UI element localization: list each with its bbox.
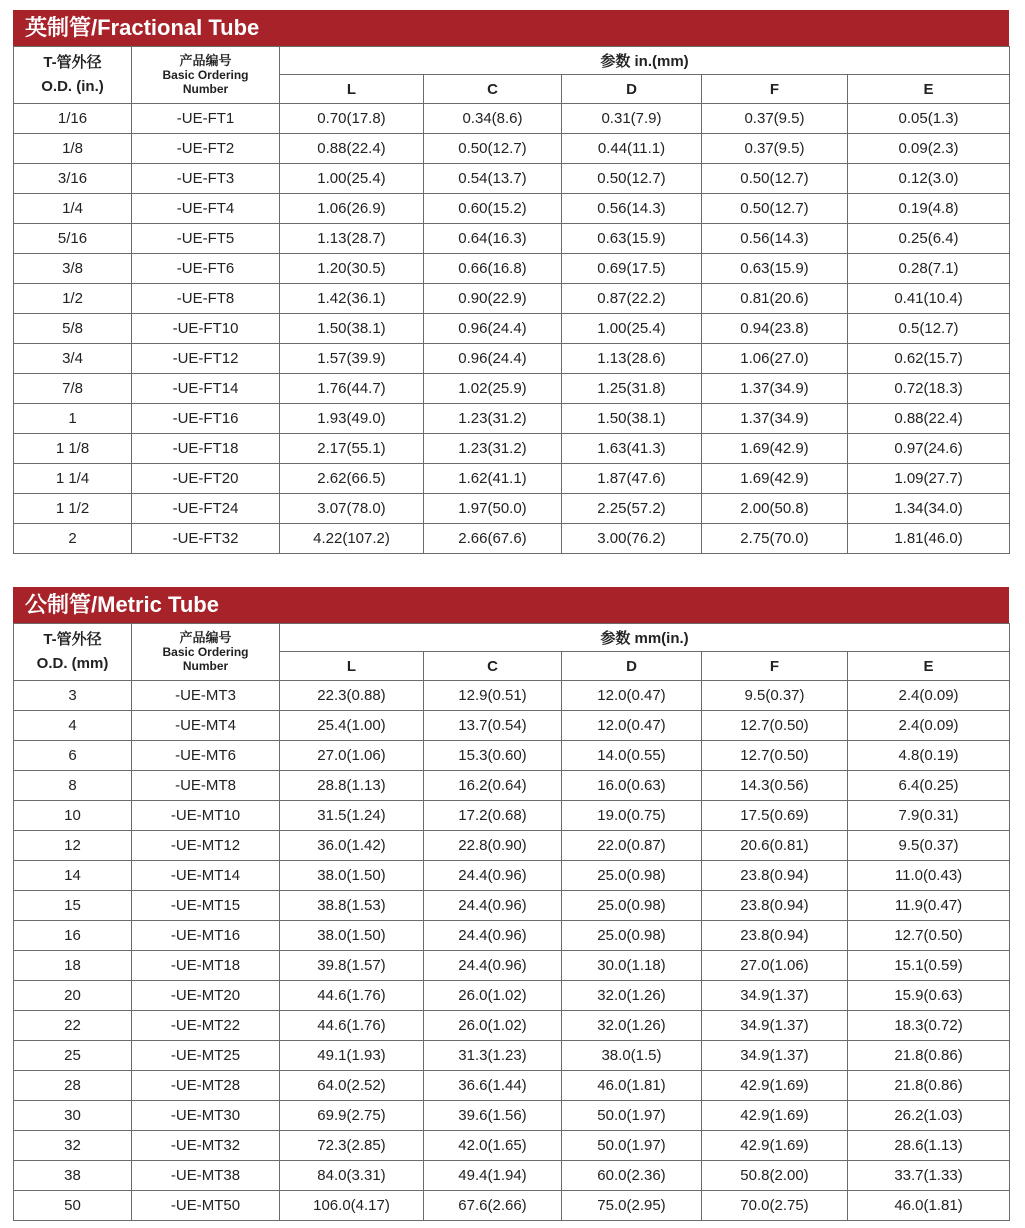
cell-E: 9.5(0.37) xyxy=(848,831,1010,861)
od-header-en: O.D. (in.) xyxy=(41,78,104,95)
table-row xyxy=(14,1101,1010,1131)
ordering-header-cn: 产品编号 xyxy=(179,630,232,645)
cell-C: 0.96(24.4) xyxy=(424,344,562,374)
cell-od: 1 xyxy=(14,404,132,434)
table-row xyxy=(14,681,1010,711)
cell-ordering-number: -UE-MT12 xyxy=(132,831,280,861)
cell-F: 0.63(15.9) xyxy=(702,254,848,284)
cell-C: 0.54(13.7) xyxy=(424,164,562,194)
cell-E: 0.97(24.6) xyxy=(848,434,1010,464)
cell-C: 39.6(1.56) xyxy=(424,1101,562,1131)
cell-E: 26.2(1.03) xyxy=(848,1101,1010,1131)
table-row xyxy=(14,1071,1010,1101)
cell-L: 84.0(3.31) xyxy=(280,1161,424,1191)
table-row xyxy=(14,464,1010,494)
table-row xyxy=(14,434,1010,464)
cell-L: 1.50(38.1) xyxy=(280,314,424,344)
cell-ordering-number: -UE-MT30 xyxy=(132,1101,280,1131)
cell-od: 1 1/2 xyxy=(14,494,132,524)
cell-L: 1.06(26.9) xyxy=(280,194,424,224)
ordering-header xyxy=(132,624,280,681)
cell-ordering-number: -UE-FT3 xyxy=(132,164,280,194)
cell-L: 38.0(1.50) xyxy=(280,921,424,951)
cell-F: 23.8(0.94) xyxy=(702,921,848,951)
cell-ordering-number: -UE-FT32 xyxy=(132,524,280,554)
params-header: 参数 in.(mm) xyxy=(280,47,1010,75)
cell-ordering-number: -UE-FT16 xyxy=(132,404,280,434)
cell-ordering-number: -UE-MT28 xyxy=(132,1071,280,1101)
cell-L: 0.88(22.4) xyxy=(280,134,424,164)
cell-E: 0.05(1.3) xyxy=(848,104,1010,134)
cell-L: 3.07(78.0) xyxy=(280,494,424,524)
cell-od: 7/8 xyxy=(14,374,132,404)
cell-od: 8 xyxy=(14,771,132,801)
cell-L: 44.6(1.76) xyxy=(280,1011,424,1041)
cell-D: 32.0(1.26) xyxy=(562,981,702,1011)
table-row xyxy=(14,284,1010,314)
cell-L: 0.70(17.8) xyxy=(280,104,424,134)
cell-C: 17.2(0.68) xyxy=(424,801,562,831)
cell-F: 1.69(42.9) xyxy=(702,464,848,494)
cell-C: 22.8(0.90) xyxy=(424,831,562,861)
table-row xyxy=(14,1131,1010,1161)
cell-L: 69.9(2.75) xyxy=(280,1101,424,1131)
cell-C: 24.4(0.96) xyxy=(424,861,562,891)
cell-E: 2.4(0.09) xyxy=(848,711,1010,741)
cell-E: 11.0(0.43) xyxy=(848,861,1010,891)
cell-D: 1.87(47.6) xyxy=(562,464,702,494)
cell-L: 4.22(107.2) xyxy=(280,524,424,554)
table-row xyxy=(14,374,1010,404)
cell-L: 39.8(1.57) xyxy=(280,951,424,981)
table-row xyxy=(14,771,1010,801)
params-header: 参数 mm(in.) xyxy=(280,624,1010,652)
cell-L: 25.4(1.00) xyxy=(280,711,424,741)
cell-ordering-number: -UE-MT18 xyxy=(132,951,280,981)
cell-D: 0.50(12.7) xyxy=(562,164,702,194)
cell-L: 38.0(1.50) xyxy=(280,861,424,891)
cell-F: 0.94(23.8) xyxy=(702,314,848,344)
cell-C: 67.6(2.66) xyxy=(424,1191,562,1221)
cell-od: 28 xyxy=(14,1071,132,1101)
table-row xyxy=(14,891,1010,921)
cell-C: 0.96(24.4) xyxy=(424,314,562,344)
cell-D: 19.0(0.75) xyxy=(562,801,702,831)
metric-tube-body xyxy=(14,681,1010,1221)
fractional-tube-section xyxy=(13,10,1009,554)
od-header-cn: T-管外径 xyxy=(43,54,102,71)
cell-C: 24.4(0.96) xyxy=(424,921,562,951)
ordering-header-cn: 产品编号 xyxy=(179,53,232,68)
cell-C: 36.6(1.44) xyxy=(424,1071,562,1101)
metric-tube-section xyxy=(13,587,1009,1221)
ordering-header-en2: Number xyxy=(182,82,229,96)
cell-C: 1.62(41.1) xyxy=(424,464,562,494)
cell-ordering-number: -UE-FT6 xyxy=(132,254,280,284)
cell-od: 12 xyxy=(14,831,132,861)
table-row xyxy=(14,104,1010,134)
cell-od: 16 xyxy=(14,921,132,951)
cell-F: 0.50(12.7) xyxy=(702,164,848,194)
cell-L: 106.0(4.17) xyxy=(280,1191,424,1221)
col-header-L: L xyxy=(280,75,424,104)
cell-ordering-number: -UE-MT14 xyxy=(132,861,280,891)
table-row xyxy=(14,344,1010,374)
od-header-cn: T-管外径 xyxy=(43,631,102,648)
cell-L: 27.0(1.06) xyxy=(280,741,424,771)
cell-L: 64.0(2.52) xyxy=(280,1071,424,1101)
table-row xyxy=(14,494,1010,524)
cell-D: 0.44(11.1) xyxy=(562,134,702,164)
cell-L: 72.3(2.85) xyxy=(280,1131,424,1161)
table-row xyxy=(14,1161,1010,1191)
table-row xyxy=(14,861,1010,891)
cell-D: 1.25(31.8) xyxy=(562,374,702,404)
cell-L: 1.57(39.9) xyxy=(280,344,424,374)
col-header-D: D xyxy=(562,75,702,104)
od-header xyxy=(14,47,132,104)
cell-D: 2.25(57.2) xyxy=(562,494,702,524)
cell-ordering-number: -UE-MT22 xyxy=(132,1011,280,1041)
table-row xyxy=(14,921,1010,951)
cell-od: 1/8 xyxy=(14,134,132,164)
cell-F: 2.00(50.8) xyxy=(702,494,848,524)
cell-L: 1.00(25.4) xyxy=(280,164,424,194)
cell-C: 0.60(15.2) xyxy=(424,194,562,224)
cell-od: 1/2 xyxy=(14,284,132,314)
table-row xyxy=(14,524,1010,554)
cell-L: 1.20(30.5) xyxy=(280,254,424,284)
cell-E: 4.8(0.19) xyxy=(848,741,1010,771)
cell-L: 38.8(1.53) xyxy=(280,891,424,921)
cell-E: 0.41(10.4) xyxy=(848,284,1010,314)
fractional-tube-table xyxy=(13,46,1010,554)
cell-od: 10 xyxy=(14,801,132,831)
cell-F: 1.37(34.9) xyxy=(702,404,848,434)
cell-L: 36.0(1.42) xyxy=(280,831,424,861)
cell-od: 2 xyxy=(14,524,132,554)
cell-F: 12.7(0.50) xyxy=(702,711,848,741)
cell-D: 0.87(22.2) xyxy=(562,284,702,314)
cell-C: 1.97(50.0) xyxy=(424,494,562,524)
cell-E: 0.5(12.7) xyxy=(848,314,1010,344)
cell-E: 15.9(0.63) xyxy=(848,981,1010,1011)
table-row xyxy=(14,404,1010,434)
cell-D: 25.0(0.98) xyxy=(562,921,702,951)
table-row xyxy=(14,194,1010,224)
col-header-C: C xyxy=(424,652,562,681)
cell-C: 13.7(0.54) xyxy=(424,711,562,741)
cell-E: 33.7(1.33) xyxy=(848,1161,1010,1191)
cell-C: 24.4(0.96) xyxy=(424,891,562,921)
cell-D: 12.0(0.47) xyxy=(562,711,702,741)
cell-L: 31.5(1.24) xyxy=(280,801,424,831)
cell-ordering-number: -UE-FT2 xyxy=(132,134,280,164)
cell-ordering-number: -UE-MT15 xyxy=(132,891,280,921)
ordering-header-en2: Number xyxy=(182,659,229,673)
table-row xyxy=(14,224,1010,254)
ordering-header xyxy=(132,47,280,104)
cell-D: 32.0(1.26) xyxy=(562,1011,702,1041)
cell-E: 6.4(0.25) xyxy=(848,771,1010,801)
cell-F: 42.9(1.69) xyxy=(702,1101,848,1131)
cell-D: 1.00(25.4) xyxy=(562,314,702,344)
cell-C: 1.02(25.9) xyxy=(424,374,562,404)
table-row xyxy=(14,951,1010,981)
cell-E: 0.62(15.7) xyxy=(848,344,1010,374)
table-row xyxy=(14,981,1010,1011)
cell-L: 2.62(66.5) xyxy=(280,464,424,494)
cell-E: 2.4(0.09) xyxy=(848,681,1010,711)
cell-ordering-number: -UE-FT18 xyxy=(132,434,280,464)
cell-ordering-number: -UE-MT50 xyxy=(132,1191,280,1221)
cell-E: 18.3(0.72) xyxy=(848,1011,1010,1041)
cell-L: 1.13(28.7) xyxy=(280,224,424,254)
cell-D: 12.0(0.47) xyxy=(562,681,702,711)
cell-E: 7.9(0.31) xyxy=(848,801,1010,831)
cell-E: 0.19(4.8) xyxy=(848,194,1010,224)
col-header-L: L xyxy=(280,652,424,681)
ordering-header-en1: Basic Ordering xyxy=(162,645,249,659)
cell-E: 1.09(27.7) xyxy=(848,464,1010,494)
table-row xyxy=(14,314,1010,344)
cell-od: 38 xyxy=(14,1161,132,1191)
cell-od: 14 xyxy=(14,861,132,891)
cell-D: 38.0(1.5) xyxy=(562,1041,702,1071)
cell-F: 23.8(0.94) xyxy=(702,891,848,921)
cell-ordering-number: -UE-MT8 xyxy=(132,771,280,801)
cell-ordering-number: -UE-MT4 xyxy=(132,711,280,741)
cell-C: 49.4(1.94) xyxy=(424,1161,562,1191)
cell-E: 0.12(3.0) xyxy=(848,164,1010,194)
col-header-E: E xyxy=(848,652,1010,681)
cell-F: 0.50(12.7) xyxy=(702,194,848,224)
cell-D: 3.00(76.2) xyxy=(562,524,702,554)
cell-ordering-number: -UE-FT10 xyxy=(132,314,280,344)
cell-od: 20 xyxy=(14,981,132,1011)
col-header-C: C xyxy=(424,75,562,104)
col-header-F: F xyxy=(702,75,848,104)
cell-F: 12.7(0.50) xyxy=(702,741,848,771)
cell-ordering-number: -UE-FT1 xyxy=(132,104,280,134)
cell-C: 0.66(16.8) xyxy=(424,254,562,284)
cell-F: 0.81(20.6) xyxy=(702,284,848,314)
cell-D: 75.0(2.95) xyxy=(562,1191,702,1221)
cell-D: 16.0(0.63) xyxy=(562,771,702,801)
cell-F: 20.6(0.81) xyxy=(702,831,848,861)
cell-D: 0.69(17.5) xyxy=(562,254,702,284)
cell-ordering-number: -UE-MT16 xyxy=(132,921,280,951)
cell-E: 21.8(0.86) xyxy=(848,1071,1010,1101)
cell-ordering-number: -UE-FT4 xyxy=(132,194,280,224)
cell-D: 22.0(0.87) xyxy=(562,831,702,861)
cell-F: 50.8(2.00) xyxy=(702,1161,848,1191)
od-header xyxy=(14,624,132,681)
cell-ordering-number: -UE-FT14 xyxy=(132,374,280,404)
metric-tube-title: 公制管/Metric Tube xyxy=(13,587,1009,623)
cell-E: 11.9(0.47) xyxy=(848,891,1010,921)
cell-D: 25.0(0.98) xyxy=(562,891,702,921)
cell-C: 0.34(8.6) xyxy=(424,104,562,134)
cell-D: 1.13(28.6) xyxy=(562,344,702,374)
cell-E: 0.09(2.3) xyxy=(848,134,1010,164)
cell-ordering-number: -UE-MT6 xyxy=(132,741,280,771)
cell-L: 28.8(1.13) xyxy=(280,771,424,801)
cell-D: 50.0(1.97) xyxy=(562,1131,702,1161)
cell-E: 28.6(1.13) xyxy=(848,1131,1010,1161)
fractional-tube-body xyxy=(14,104,1010,554)
cell-D: 30.0(1.18) xyxy=(562,951,702,981)
cell-D: 1.63(41.3) xyxy=(562,434,702,464)
cell-C: 16.2(0.64) xyxy=(424,771,562,801)
cell-L: 22.3(0.88) xyxy=(280,681,424,711)
cell-D: 50.0(1.97) xyxy=(562,1101,702,1131)
cell-D: 46.0(1.81) xyxy=(562,1071,702,1101)
cell-od: 3/16 xyxy=(14,164,132,194)
cell-L: 49.1(1.93) xyxy=(280,1041,424,1071)
cell-od: 1/16 xyxy=(14,104,132,134)
cell-ordering-number: -UE-MT25 xyxy=(132,1041,280,1071)
cell-ordering-number: -UE-FT8 xyxy=(132,284,280,314)
cell-od: 3 xyxy=(14,681,132,711)
cell-od: 3/4 xyxy=(14,344,132,374)
cell-F: 70.0(2.75) xyxy=(702,1191,848,1221)
cell-ordering-number: -UE-FT20 xyxy=(132,464,280,494)
cell-od: 18 xyxy=(14,951,132,981)
table-row xyxy=(14,1191,1010,1221)
table-row xyxy=(14,801,1010,831)
cell-E: 1.81(46.0) xyxy=(848,524,1010,554)
col-header-F: F xyxy=(702,652,848,681)
ordering-header-en1: Basic Ordering xyxy=(162,68,249,82)
cell-od: 1/4 xyxy=(14,194,132,224)
cell-C: 0.64(16.3) xyxy=(424,224,562,254)
cell-od: 15 xyxy=(14,891,132,921)
cell-F: 0.37(9.5) xyxy=(702,134,848,164)
cell-C: 0.90(22.9) xyxy=(424,284,562,314)
cell-E: 15.1(0.59) xyxy=(848,951,1010,981)
cell-E: 0.88(22.4) xyxy=(848,404,1010,434)
table-row xyxy=(14,741,1010,771)
cell-C: 1.23(31.2) xyxy=(424,434,562,464)
cell-C: 42.0(1.65) xyxy=(424,1131,562,1161)
cell-F: 17.5(0.69) xyxy=(702,801,848,831)
cell-C: 2.66(67.6) xyxy=(424,524,562,554)
cell-D: 1.50(38.1) xyxy=(562,404,702,434)
cell-F: 42.9(1.69) xyxy=(702,1071,848,1101)
cell-F: 27.0(1.06) xyxy=(702,951,848,981)
cell-ordering-number: -UE-MT3 xyxy=(132,681,280,711)
cell-C: 15.3(0.60) xyxy=(424,741,562,771)
cell-E: 1.34(34.0) xyxy=(848,494,1010,524)
cell-F: 34.9(1.37) xyxy=(702,981,848,1011)
table-row xyxy=(14,711,1010,741)
cell-od: 3/8 xyxy=(14,254,132,284)
col-header-E: E xyxy=(848,75,1010,104)
cell-od: 5/16 xyxy=(14,224,132,254)
cell-D: 0.63(15.9) xyxy=(562,224,702,254)
cell-C: 12.9(0.51) xyxy=(424,681,562,711)
cell-od: 30 xyxy=(14,1101,132,1131)
cell-ordering-number: -UE-FT24 xyxy=(132,494,280,524)
cell-od: 50 xyxy=(14,1191,132,1221)
od-header-en: O.D. (mm) xyxy=(36,655,109,672)
cell-D: 60.0(2.36) xyxy=(562,1161,702,1191)
cell-E: 21.8(0.86) xyxy=(848,1041,1010,1071)
cell-C: 26.0(1.02) xyxy=(424,1011,562,1041)
cell-L: 44.6(1.76) xyxy=(280,981,424,1011)
metric-tube-table xyxy=(13,623,1010,1221)
cell-E: 0.28(7.1) xyxy=(848,254,1010,284)
cell-ordering-number: -UE-MT10 xyxy=(132,801,280,831)
cell-F: 9.5(0.37) xyxy=(702,681,848,711)
table-row xyxy=(14,134,1010,164)
cell-F: 0.37(9.5) xyxy=(702,104,848,134)
cell-od: 6 xyxy=(14,741,132,771)
cell-ordering-number: -UE-FT5 xyxy=(132,224,280,254)
cell-F: 1.06(27.0) xyxy=(702,344,848,374)
cell-E: 0.72(18.3) xyxy=(848,374,1010,404)
cell-C: 31.3(1.23) xyxy=(424,1041,562,1071)
cell-D: 0.31(7.9) xyxy=(562,104,702,134)
cell-F: 0.56(14.3) xyxy=(702,224,848,254)
cell-E: 0.25(6.4) xyxy=(848,224,1010,254)
cell-C: 0.50(12.7) xyxy=(424,134,562,164)
cell-od: 25 xyxy=(14,1041,132,1071)
cell-ordering-number: -UE-MT32 xyxy=(132,1131,280,1161)
cell-F: 34.9(1.37) xyxy=(702,1011,848,1041)
cell-L: 1.93(49.0) xyxy=(280,404,424,434)
fractional-tube-title: 英制管/Fractional Tube xyxy=(13,10,1009,46)
cell-ordering-number: -UE-MT38 xyxy=(132,1161,280,1191)
cell-od: 1 1/4 xyxy=(14,464,132,494)
cell-D: 14.0(0.55) xyxy=(562,741,702,771)
cell-od: 4 xyxy=(14,711,132,741)
cell-E: 12.7(0.50) xyxy=(848,921,1010,951)
cell-od: 32 xyxy=(14,1131,132,1161)
table-row xyxy=(14,1041,1010,1071)
cell-F: 1.69(42.9) xyxy=(702,434,848,464)
cell-L: 1.76(44.7) xyxy=(280,374,424,404)
cell-od: 1 1/8 xyxy=(14,434,132,464)
cell-C: 24.4(0.96) xyxy=(424,951,562,981)
cell-D: 0.56(14.3) xyxy=(562,194,702,224)
cell-F: 34.9(1.37) xyxy=(702,1041,848,1071)
cell-ordering-number: -UE-MT20 xyxy=(132,981,280,1011)
cell-F: 42.9(1.69) xyxy=(702,1131,848,1161)
cell-F: 1.37(34.9) xyxy=(702,374,848,404)
cell-F: 23.8(0.94) xyxy=(702,861,848,891)
cell-od: 22 xyxy=(14,1011,132,1041)
cell-C: 26.0(1.02) xyxy=(424,981,562,1011)
table-row xyxy=(14,1011,1010,1041)
cell-od: 5/8 xyxy=(14,314,132,344)
col-header-D: D xyxy=(562,652,702,681)
cell-F: 14.3(0.56) xyxy=(702,771,848,801)
cell-ordering-number: -UE-FT12 xyxy=(132,344,280,374)
cell-F: 2.75(70.0) xyxy=(702,524,848,554)
table-row xyxy=(14,831,1010,861)
table-row xyxy=(14,254,1010,284)
cell-E: 46.0(1.81) xyxy=(848,1191,1010,1221)
table-row xyxy=(14,164,1010,194)
cell-L: 1.42(36.1) xyxy=(280,284,424,314)
cell-L: 2.17(55.1) xyxy=(280,434,424,464)
cell-D: 25.0(0.98) xyxy=(562,861,702,891)
cell-C: 1.23(31.2) xyxy=(424,404,562,434)
